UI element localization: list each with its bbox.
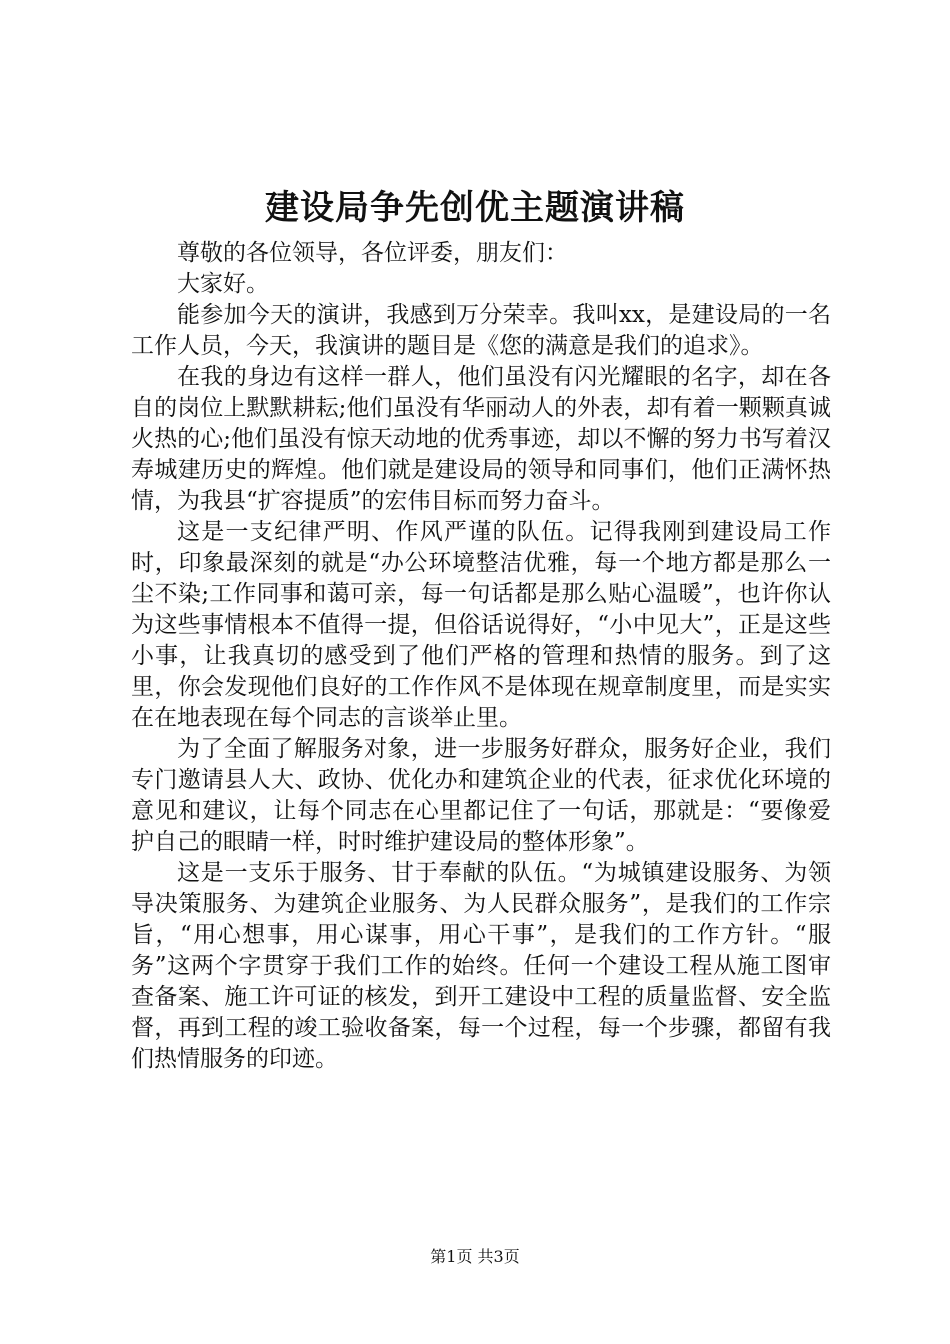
salutation-paragraph: 尊敬的各位领导，各位评委，朋友们： [177, 240, 568, 266]
body-paragraph: 这是一支纪律严明、作风严谨的队伍。记得我刚到建设局工作时，印象最深刻的就是“办公环境整洁优雅，每一个地方都是那么一尘不染;工作同事和蔼可亲，每一句话都是那么贴心温暖”，也许你认为这些事情根本不值得一提，但俗话说得好，“小中见大”，正是这些小事，让我真切的感受到了他们严格的管理和热情的服务。到了这里，你会发现他们良好的工作作风不是体现在规章制度里，而是实实在在地表现在每个同志的言谈举止里。 [131, 519, 831, 731]
document-title: 建设局争先创优主题演讲稿 [265, 188, 685, 228]
greeting-paragraph: 大家好。 [177, 271, 269, 297]
document-body [131, 238, 831, 1075]
body-paragraph: 这是一支乐于服务、甘于奉献的队伍。“为城镇建设服务、为领导决策服务、为建筑企业服务、为人民群众服务”，是我们的工作宗旨，“用心想事，用心谋事，用心干事”，是我们的工作方针。“服务”这两个字贯穿于我们工作的始终。任何一个建设工程从施工图审查备案、施工许可证的核发，到开工建设中工程的质量监督、安全监督，再到工程的竣工验收备案，每一个过程，每一个步骤，都留有我们热情服务的印迹。 [131, 860, 831, 1072]
page-number-footer: 第1页 共3页 [430, 1247, 520, 1266]
body-paragraph: 为了全面了解服务对象，进一步服务好群众，服务好企业，我们专门邀请县人大、政协、优化办和建筑企业的代表，征求优化环境的意见和建议，让每个同志在心里都记住了一句话，那就是：“要像爱护自己的眼睛一样，时时维护建设局的整体形象”。 [131, 736, 831, 855]
intro-paragraph: 能参加今天的演讲，我感到万分荣幸。我叫xx，是建设局的一名工作人员，今天，我演讲的题目是《您的满意是我们的追求》。 [131, 302, 831, 359]
body-paragraph: 在我的身边有这样一群人，他们虽没有闪光耀眼的名字，却在各自的岗位上默默耕耘;他们虽没有华丽动人的外表，却有着一颗颗真诚火热的心;他们虽没有惊天动地的优秀事迹，却以不懈的努力书写着汉寿城建历史的辉煌。他们就是建设局的领导和同事们，他们正满怀热情，为我县“扩容提质”的宏伟目标而努力奋斗。 [131, 364, 831, 514]
